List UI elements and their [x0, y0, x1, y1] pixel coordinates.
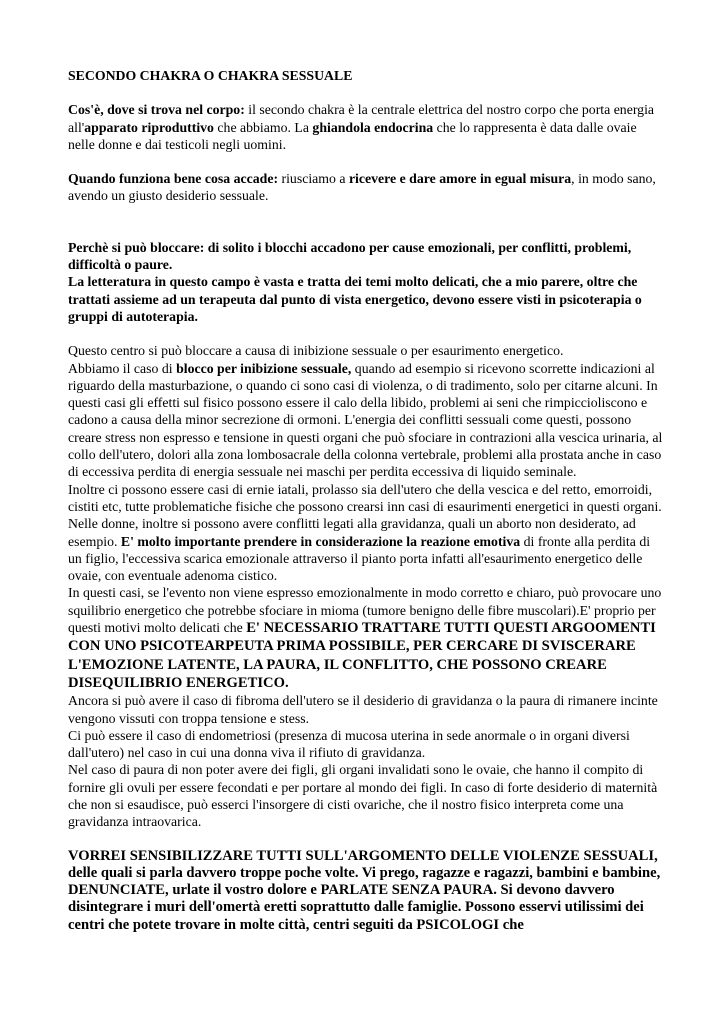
- paragraph-appeal: [68, 848, 664, 934]
- bold-warning: E' NECESSARIO TRATTARE TUTTI QUESTI ARGOOMENTI CON UNO PSICOTEARPEUTA PRIMA POSSIBILE, PER CERCARE DI SVISCERARE L'EMOZIONE LATENTE, LA PAURA, IL CONFLITTO, CHE POSSONO CREARE DISEQUILIBRIO ENERGETICO.: [68, 620, 656, 691]
- text-run: Abbiamo il caso di: [68, 360, 177, 376]
- text-run: Ci può essere il caso di endometriosi (presenza di mucosa uterina in sede anormale o in organi diversi dall'utero) nel caso in cui una donna viva il rifiuto di gravidanza.: [68, 727, 630, 761]
- bold-heading: Quando funziona bene cosa accade:: [68, 171, 279, 187]
- text-run: , in modo sano, avendo un giusto desiderio sessuale.: [68, 171, 656, 204]
- text-run: riusciamo a: [278, 171, 349, 187]
- bold-term: ghiandola endocrina: [312, 119, 434, 135]
- bold-term: blocco per inibizione sessuale,: [176, 360, 352, 376]
- paragraph-function: [68, 170, 664, 205]
- text-run: Nel caso di paura di non poter avere dei figli, gli organi invalidati sono le ovaie, che hanno il compito di fornire gli ovuli per essere fecondati e per portare al mondo dei figli. In caso di forte desiderio di maternità che non si esaudisce, può esserci l'insorgere di cisti ovariche, che il nostro fisico interpreta come una gravidanza intraovarica.: [68, 762, 658, 830]
- paragraph-blocking: [68, 239, 664, 325]
- bold-text: La letteratura in questo campo è vasta e tratta dei temi molto delicati, che a mio parere, oltre che trattati assieme ad un terapeuta dal punto di vista energetico, devono essere visti in psicoterapia o gruppi di autoterapia.: [68, 274, 642, 324]
- text-run: che lo rappresenta è data dalle ovaie nelle donne e dai testicoli negli uomini.: [68, 119, 637, 152]
- text-run: il secondo chakra è la centrale elettrica del nostro corpo che porta energia all': [68, 102, 655, 135]
- bold-heading: Cos'è, dove si trova nel corpo:: [68, 102, 245, 118]
- text-run: Questo centro si può bloccare a causa di inibizione sessuale o per esaurimento energetico.: [68, 343, 564, 359]
- text-run: Inoltre ci possono essere casi di ernie iatali, prolasso sia dell'utero che della vescica e del retto, emorroidi, cistiti etc, tutte problematiche fisiche che possono crearsi inn casi di esaurimenti energetici in questi organi.: [68, 481, 662, 514]
- text-run: Nelle donne, inoltre si possono avere conflitti legati alla gravidanza, quali un aborto non desiderato, ad esempio.: [68, 516, 636, 549]
- bold-term: ricevere e dare amore in egual misura: [348, 171, 572, 187]
- page-title: SECONDO CHAKRA O CHAKRA SESSUALE: [68, 68, 353, 83]
- paragraph-location: [68, 101, 664, 153]
- text-run: che abbiamo. La: [213, 119, 313, 135]
- bold-term: E' molto importante prendere in considerazione la reazione emotiva: [120, 533, 521, 549]
- bold-heading: Perchè si può bloccare: di solito i blocchi accadono per cause emozionali, per conflitti, problemi, difficoltà o paure.: [68, 239, 632, 273]
- text-run: In questi casi, se l'evento non viene espresso emozionalmente in modo corretto e chiaro, può provocare uno squilibrio energetico che potrebbe sfociare in mioma (tumore benigno delle fibre muscolari).E' proprio per questi motivi molto delicati che: [68, 585, 662, 636]
- text-run: di fronte alla perdita di un figlio, l'eccessiva scarica emozionale attraverso il pianto porta infatti all'esaurimento energetico delle ovaie, con eventuale adenoma cistico.: [68, 533, 651, 584]
- text-run: Ancora si può avere il caso di fibroma dell'utero se il desiderio di gravidanza o la paura di rimanere incinte vengono vissuti con troppa tensione e stess.: [68, 693, 658, 726]
- text-run: quando ad esempio si ricevono scorrette indicazioni al riguardo della masturbazione, o quando ci sono casi di violenza, o di tradimento, solo per citarne alcuni. In questi casi gli effetti sul fisico possono essere il calo della libido, problemi ai seni che rimpiccioliscono e cadono a causa della minor secrezione di ormoni. L'energia dei conflitti sessuali come questi, possono creare stress non espresso e tensione in questi organi che può sfociare in contrazioni alla vescica urinaria, al collo dell'utero, dolori alla zona lombosacrale della colonna vertebrale, problemi alla prostata anche in caso di eccessiva perdita di energia sessuale nei maschi per perdita eccessiva di liquido seminale.: [68, 360, 663, 480]
- bold-term: apparato riproduttivo: [84, 119, 214, 135]
- bold-appeal: VORREI SENSIBILIZZARE TUTTI SULL'ARGOMENTO DELLE VIOLENZE SESSUALI, delle quali si parla davvero troppe poche volte. Vi prego, ragazze e ragazzi, bambini e bambine, DENUNCIATE, urlate il vostro dolore e PARLATE SENZA PAURA. Si devono davvero disintegrare i muri dell'omertà eretti soprattutto dalle famiglie. Possono esservi utilissimi dei centri che potete trovare in molte città, centri seguiti da PSICOLOGI che: [68, 847, 661, 933]
- paragraph-causes: [68, 342, 664, 830]
